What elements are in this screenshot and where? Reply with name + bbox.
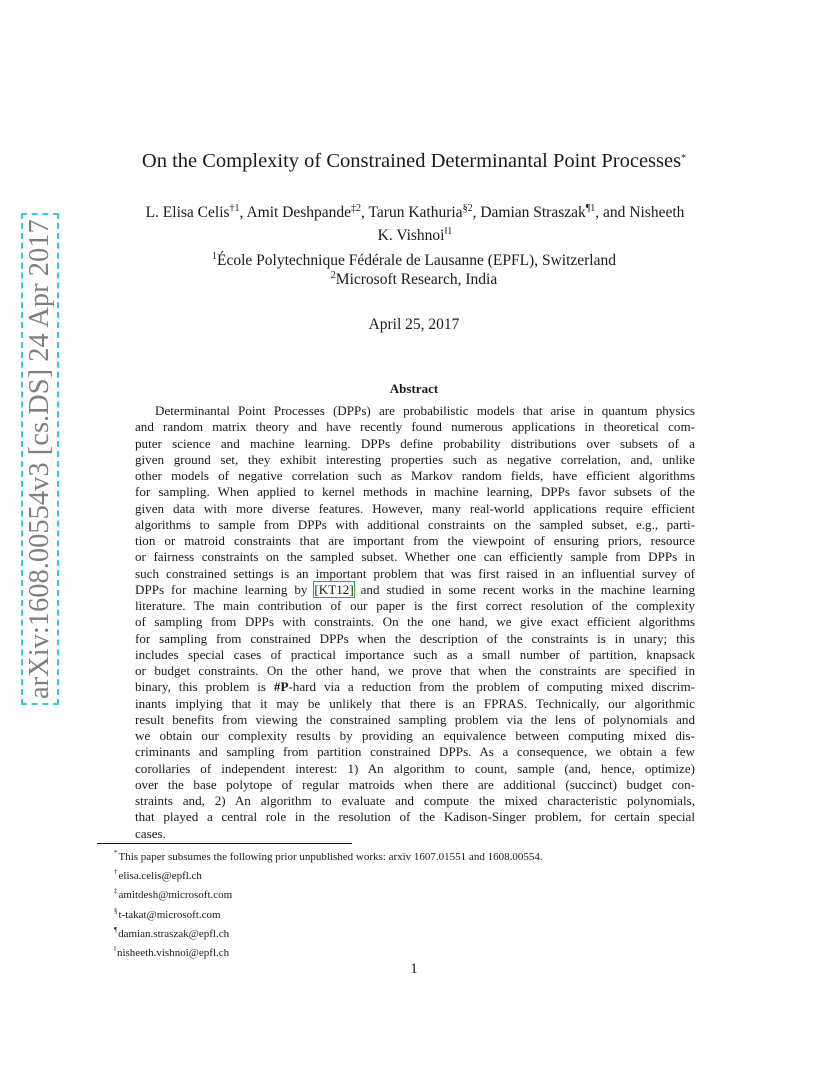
author-separator: ,: [239, 204, 247, 221]
paper-date: April 25, 2017: [368, 316, 460, 333]
footnote: [114, 923, 543, 942]
footnote-email[interactable]: amitdesh@microsoft.com: [118, 889, 233, 902]
abstract-line-text: and studied in some recent works in the machine learning: [353, 581, 695, 597]
author-separator: ,: [472, 204, 481, 221]
footnote-email[interactable]: nisheeth.vishnoi@epfl.ch: [116, 947, 230, 960]
abstract-line: such constrained settings is an important problem that was first raised in an influential survey of: [135, 565, 695, 581]
footnote: [114, 884, 543, 903]
author-list: [95, 199, 735, 245]
abstract-line: cases.: [135, 825, 166, 841]
abstract-line: algorithms to sample from DPPs with additional constraints on the sampled subset, e.g., parti-: [135, 516, 695, 532]
footnote: [114, 865, 543, 884]
paper-title-text: On the Complexity of Constrained Determinantal Point Processes: [141, 150, 682, 172]
author-separator: , and Nisheeth: [595, 204, 685, 221]
abstract-line: for sampling. When applied to kernel methods in machine learning, DPPs favor subsets of the: [135, 484, 695, 500]
abstract-line: or fairness constraints on the sampled subset. Whether one can efficiently sample from DPPs in: [135, 549, 695, 565]
abstract-line: and random matrix theory and have recently found numerous applications in theoretical com-: [135, 419, 695, 435]
abstract-line: includes special cases of practical importance such as a small number of partition, knapsack: [135, 646, 695, 662]
author-mark: ‖1: [444, 226, 453, 237]
complexity-class: #P: [273, 679, 289, 695]
author-mark: †1: [229, 203, 240, 214]
footnote: [114, 942, 543, 961]
author-line-2: [95, 222, 735, 245]
abstract-line: of sampling from DPPs with constraints. On the one hand, we give exact efficient algorithms: [135, 614, 695, 630]
abstract-line: given ground set, they exhibit interesting properties such as negative correlation, and, unlike: [135, 451, 695, 467]
author-name: Tarun Kathuria: [368, 204, 463, 221]
author-line-1: [95, 199, 735, 222]
citation-link-kt12[interactable]: [KT12]: [314, 581, 354, 597]
abstract-line: given data with more diverse features. However, many real-world applications require efficient: [135, 500, 695, 516]
footnote-text: This paper subsumes the following prior unpublished works: arxiv 1607.01551 and 1608.00554.: [118, 851, 543, 863]
footnote-rule: [97, 843, 352, 844]
author-name: L. Elisa Celis: [145, 204, 230, 221]
abstract-line: Determinantal Point Processes (DPPs) are probabilistic models that arise in quantum physics: [155, 403, 695, 418]
abstract-line: tion or matroid constraints that are important from the viewpoint of ensuring priors, resource: [135, 533, 695, 548]
abstract-line: puter science and machine learning. DPPs define probability distributions over subsets of a: [135, 435, 695, 451]
abstract-line: for sampling from constrained DPPs when the description of the constraints is in unary; this: [135, 630, 695, 646]
footnote-mark: ‡: [114, 887, 118, 896]
footnote: [114, 846, 543, 865]
footnote-email[interactable]: damian.straszak@epfl.ch: [118, 927, 230, 940]
abstract-line: corollaries of independent interest: 1) An algorithm to count, sample (and, hence, optimize): [135, 760, 695, 776]
abstract-line: [135, 582, 695, 598]
author-mark: ¶1: [585, 203, 596, 214]
page-number: 1: [410, 961, 418, 977]
abstract-line: over the base polytope of regular matroids when there are additional (succinct) budget con-: [135, 776, 695, 792]
abstract-line: inants implying that it may be unlikely that there is an FPRAS. Technically, our algorithmic: [135, 695, 695, 711]
affiliation-text: École Polytechnique Fédérale de Lausanne (EPFL), Switzerland: [217, 252, 616, 269]
author-mark: ‡2: [351, 203, 362, 214]
footnote-mark: ‖: [114, 945, 116, 954]
abstract-line-text: -hard via a reduction from the problem of computing mixed discrim-: [288, 679, 695, 695]
affiliation-mark: 2: [330, 270, 336, 281]
title-footnote-mark: *: [681, 153, 687, 164]
abstract-line: result benefits from viewing the constrained sampling problem via the lens of polynomials and: [135, 711, 695, 727]
abstract-line: other models of negative correlation such as Markov random fields, have efficient algorithms: [135, 468, 695, 483]
abstract-line: or budget constraints. On the other hand, we prove that when the constraints are specified in: [135, 663, 695, 678]
author-name: K. Vishnoi: [377, 227, 445, 244]
footnote-email[interactable]: elisa.celis@epfl.ch: [118, 870, 202, 883]
abstract-line: literature. The main contribution of our paper is the first correct resolution of the complexity: [135, 598, 695, 613]
paper-title: [0, 150, 828, 173]
footnote: [114, 904, 543, 923]
affiliation-1: [0, 251, 828, 270]
footnote-mark: ¶: [114, 925, 118, 934]
footnote-email[interactable]: t-takat@microsoft.com: [118, 908, 221, 921]
affiliation-text: Microsoft Research, India: [335, 271, 498, 288]
abstract-line: straints and, 2) An algorithm to evaluate and compute the mixed characteristic polynomials,: [135, 793, 695, 808]
author-mark: §2: [462, 203, 473, 214]
footnotes: [114, 846, 543, 961]
abstract-line: that played a central role in the resolution of the Kadison-Singer problem, for certain special: [135, 809, 695, 825]
author-separator: ,: [361, 204, 369, 221]
abstract-line: we obtain our complexity results by providing an equivalence between computing mixed dis-: [135, 728, 695, 743]
footnote-mark: †: [114, 868, 118, 877]
abstract-line: [135, 679, 695, 695]
footnote-mark: *: [114, 849, 118, 857]
abstract-line: criminants and sampling from partition constrained DPPs. As a consequence, we obtain a few: [135, 744, 695, 760]
arxiv-identifier[interactable]: arXiv:1608.00554v3 [cs.DS] 24 Apr 2017: [21, 213, 59, 705]
abstract-heading: Abstract: [389, 381, 439, 396]
affiliation-mark: 1: [212, 251, 217, 262]
footnote-mark: §: [114, 906, 118, 915]
author-name: Amit Deshpande: [246, 204, 352, 221]
abstract-line-text: binary, this problem is: [135, 679, 274, 695]
abstract-body: [135, 403, 695, 842]
author-name: Damian Straszak: [480, 204, 586, 221]
abstract-line-text: DPPs for machine learning by: [135, 581, 315, 597]
affiliation-2: [0, 270, 828, 289]
